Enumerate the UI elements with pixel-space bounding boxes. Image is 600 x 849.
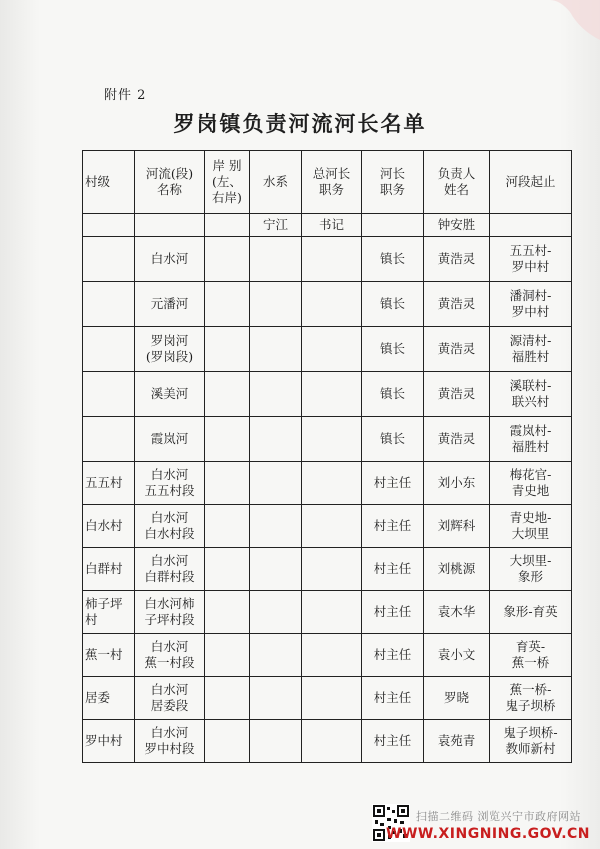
cell-chief-duty [302, 720, 362, 763]
corner-stamp-mark [530, 0, 600, 60]
table-row [83, 372, 572, 417]
cell-river [135, 720, 205, 763]
table-body [83, 237, 572, 763]
cell-water-system [250, 462, 302, 505]
cell-line: 源清村- [509, 333, 552, 348]
cell-river [135, 677, 205, 720]
header-water-system: 水系 [250, 151, 302, 214]
cell-line: 白水河 [150, 251, 189, 266]
header-segment: 河段起止 [490, 151, 572, 214]
cell-bank [205, 237, 250, 282]
cell-bank [205, 591, 250, 634]
cell-village: 白群村 [83, 548, 135, 591]
cell-line: 象形-育英 [503, 604, 558, 619]
cell-river [135, 417, 205, 462]
cell-segment [490, 327, 572, 372]
header-village: 村级 [83, 151, 135, 214]
cell-person: 黄浩灵 [424, 282, 490, 327]
cell-line: 白群村段 [144, 569, 195, 584]
cell-person: 黄浩灵 [424, 237, 490, 282]
cell-segment [490, 462, 572, 505]
header-person-name: 负责人 姓名 [424, 151, 490, 214]
cell-bank [205, 677, 250, 720]
cell-line: 白水村段 [144, 526, 195, 541]
cell-person: 袁木华 [424, 591, 490, 634]
cell-line: 罗中村 [511, 304, 550, 319]
river-chief-table [82, 150, 572, 763]
cell-water-system [250, 677, 302, 720]
cell-water-system [250, 634, 302, 677]
cell-line: 教师新村 [505, 741, 556, 756]
cell-person: 刘桃源 [424, 548, 490, 591]
cell-line: 梅花官- [509, 467, 552, 482]
cell-chief-duty [302, 548, 362, 591]
table-row [83, 677, 572, 720]
cell-line: 子坪村段 [144, 612, 195, 627]
header-river-name: 河流(段) 名称 [135, 151, 205, 214]
cell-person: 黄浩灵 [424, 372, 490, 417]
cell-line: 大坝里- [509, 553, 552, 568]
cell-water-system [250, 327, 302, 372]
cell-duty: 村主任 [362, 720, 424, 763]
cell-chief-duty [302, 505, 362, 548]
cell-water-system [250, 720, 302, 763]
cell-duty: 村主任 [362, 677, 424, 720]
cell-river [135, 282, 205, 327]
cell-line: 福胜村 [511, 349, 550, 364]
cell-water-system [250, 591, 302, 634]
annex-label: 附件 2 [104, 88, 147, 103]
cell-line: 青史地- [509, 510, 552, 525]
cell-chief-duty [302, 327, 362, 372]
cell-line: 罗中村 [511, 259, 550, 274]
cell-person: 钟安胜 [424, 214, 490, 237]
cell-segment [490, 282, 572, 327]
cell-bank [205, 505, 250, 548]
cell-river [135, 591, 205, 634]
cell-line: 溪美河 [150, 386, 189, 401]
cell-village [83, 214, 135, 237]
cell-person: 袁苑青 [424, 720, 490, 763]
cell-water-system [250, 548, 302, 591]
cell-person: 黄浩灵 [424, 327, 490, 372]
cell-river [135, 372, 205, 417]
cell-line: 五五村段 [144, 483, 195, 498]
cell-segment [490, 214, 572, 237]
cell-line: 溪联村- [509, 378, 552, 393]
cell-duty: 镇长 [362, 282, 424, 327]
cell-bank [205, 462, 250, 505]
header-chief-duty: 总河长 职务 [302, 151, 362, 214]
cell-chief-duty [302, 591, 362, 634]
header-bank: 岸 别 (左、 右岸) [205, 151, 250, 214]
table-row [83, 327, 572, 372]
cell-duty: 镇长 [362, 237, 424, 282]
cell-line: 蕉一村段 [144, 655, 195, 670]
cell-chief-duty [302, 237, 362, 282]
cell-person: 黄浩灵 [424, 417, 490, 462]
cell-water-system [250, 237, 302, 282]
cell-village: 柿子坪村 [83, 591, 135, 634]
cell-person: 刘辉科 [424, 505, 490, 548]
cell-chief-duty [302, 372, 362, 417]
cell-line: 白水河 [150, 725, 189, 740]
cell-duty: 村主任 [362, 548, 424, 591]
cell-duty: 村主任 [362, 505, 424, 548]
cell-line: 罗中村段 [144, 741, 195, 756]
cell-river [135, 327, 205, 372]
cell-duty [362, 214, 424, 237]
cell-bank [205, 327, 250, 372]
cell-village: 五五村 [83, 462, 135, 505]
cell-line: 联兴村 [511, 394, 550, 409]
cell-segment [490, 237, 572, 282]
cell-village: 居委 [83, 677, 135, 720]
cell-village: 蕉一村 [83, 634, 135, 677]
cell-segment [490, 548, 572, 591]
cell-duty: 村主任 [362, 462, 424, 505]
cell-line: 罗岗河 [150, 333, 189, 348]
cell-line: 鬼子坝桥- [503, 725, 558, 740]
cell-duty: 镇长 [362, 372, 424, 417]
footer-banner [372, 800, 600, 849]
footer-caption: 扫描二维码 浏览兴宁市政府网站 [416, 810, 581, 823]
cell-line: 鬼子坝桥 [505, 698, 556, 713]
cell-line: 白水河 [150, 553, 189, 568]
cell-chief-duty: 书记 [302, 214, 362, 237]
cell-duty: 镇长 [362, 327, 424, 372]
table-row [83, 462, 572, 505]
cell-segment [490, 591, 572, 634]
cell-chief-duty [302, 634, 362, 677]
cell-line: 白水河 [150, 510, 189, 525]
table-row [83, 417, 572, 462]
cell-river [135, 214, 205, 237]
cell-person: 罗晓 [424, 677, 490, 720]
cell-bank [205, 282, 250, 327]
table-row [83, 591, 572, 634]
cell-duty: 村主任 [362, 634, 424, 677]
header-river-chief-duty: 河长 职务 [362, 151, 424, 214]
cell-bank [205, 417, 250, 462]
cell-river [135, 505, 205, 548]
cell-bank [205, 720, 250, 763]
cell-line: 白水河 [150, 639, 189, 654]
cell-segment [490, 505, 572, 548]
cell-village [83, 417, 135, 462]
cell-village: 白水村 [83, 505, 135, 548]
table-row [83, 505, 572, 548]
cell-line: 五五村- [509, 243, 552, 258]
table-row [83, 282, 572, 327]
cell-river [135, 462, 205, 505]
cell-river [135, 548, 205, 591]
cell-line: (罗岗段) [145, 349, 194, 364]
cell-chief-duty [302, 677, 362, 720]
cell-line: 大坝里 [511, 526, 550, 541]
website-link[interactable]: WWW.XINGNING.GOV.CN [386, 826, 591, 842]
cell-village [83, 327, 135, 372]
cell-river [135, 237, 205, 282]
cell-village [83, 282, 135, 327]
table-row [83, 237, 572, 282]
table-row [83, 720, 572, 763]
cell-village [83, 237, 135, 282]
cell-line: 元潘河 [150, 296, 189, 311]
cell-bank [205, 634, 250, 677]
cell-river [135, 634, 205, 677]
cell-water-system [250, 372, 302, 417]
page-title: 罗岗镇负责河流河长名单 [173, 111, 427, 136]
cell-line: 蕉一桥 [511, 655, 550, 670]
cell-segment [490, 677, 572, 720]
cell-village [83, 372, 135, 417]
cell-duty: 村主任 [362, 591, 424, 634]
cell-line: 青史地 [511, 483, 550, 498]
cell-line: 霞岚河 [150, 431, 189, 446]
cell-bank [205, 372, 250, 417]
cell-person: 刘小东 [424, 462, 490, 505]
cell-bank [205, 548, 250, 591]
cell-line: 白水河 [150, 467, 189, 482]
cell-line: 育英- [515, 639, 546, 654]
cell-village: 罗中村 [83, 720, 135, 763]
cell-person: 袁小文 [424, 634, 490, 677]
table-row [83, 548, 572, 591]
cell-line: 白水河柿 [144, 596, 195, 611]
cell-line: 蕉一桥- [509, 682, 552, 697]
cell-water-system [250, 417, 302, 462]
cell-water-system [250, 505, 302, 548]
cell-line: 潘洞村- [509, 288, 552, 303]
cell-line: 福胜村 [511, 439, 550, 454]
table-row [83, 634, 572, 677]
cell-water-system [250, 282, 302, 327]
cell-chief-duty [302, 417, 362, 462]
cell-segment [490, 372, 572, 417]
cell-line: 象形 [517, 569, 543, 584]
cell-line: 白水河 [150, 682, 189, 697]
table-header-row [83, 151, 572, 214]
cell-line: 霞岚村- [509, 423, 552, 438]
cell-bank [205, 214, 250, 237]
table-row-secretary [83, 214, 572, 237]
cell-segment [490, 417, 572, 462]
cell-water-system: 宁江 [250, 214, 302, 237]
cell-segment [490, 720, 572, 763]
cell-chief-duty [302, 282, 362, 327]
cell-duty: 镇长 [362, 417, 424, 462]
cell-segment [490, 634, 572, 677]
cell-chief-duty [302, 462, 362, 505]
cell-line: 居委段 [150, 698, 189, 713]
